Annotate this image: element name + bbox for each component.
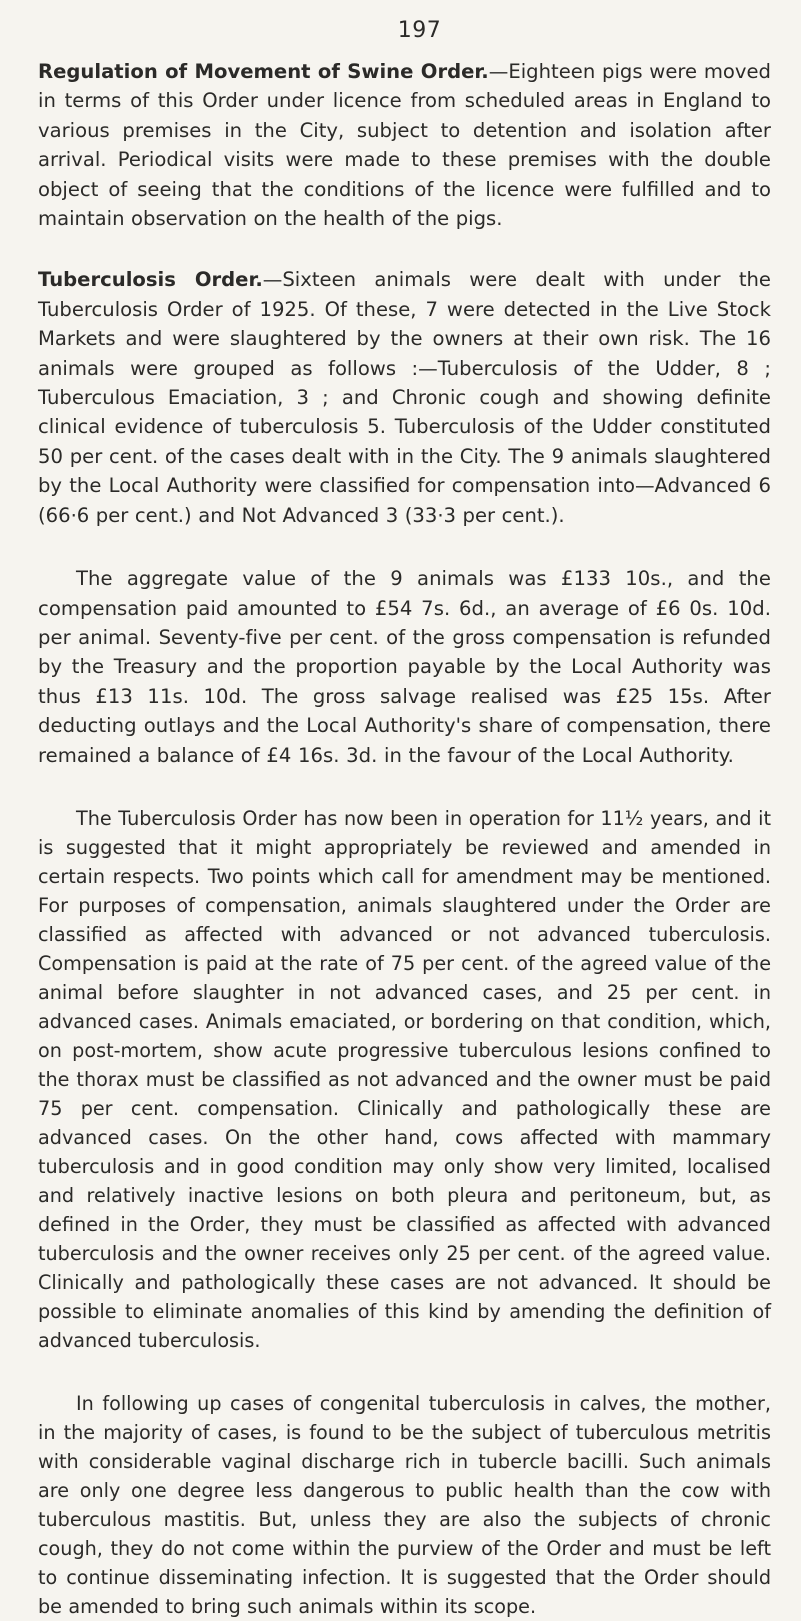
page-number: 197: [397, 18, 442, 43]
paragraph-heading: Tuberculosis Order.: [38, 268, 263, 292]
paragraph-text: The Tuberculosis Order has now been in operation for 11½ years, and it is suggested that it might appropriately be reviewed and amended in certain respects. Two points which call for amendment may be mentioned. For purposes of compensation, animals slaughtered under the Order are classified as affected with advanced or not advanced tuberculosis. Compensation is paid at the rate of 75 per cent. of the agreed value of the animal before slaughter in not advanced cases, and 25 per cent. in advanced cases. Animals emaciated, or bordering on that condition, which, on post-mortem, show acute progressive tuberculous lesions confined to the thorax must be classified as not advanced and the owner must be paid 75 per cent. compensation. Clinically and pathologically these are advanced cases. On the other hand, cows affected with mammary tuberculosis and in good condition may only show very limited, localised and relatively inactive lesions on both pleura and peritoneum, but, as defined in the Order, they must be classified as affected with advanced tuberculosis and the owner receives only 25 per cent. of the agreed value. Clinically and pathologically these cases are not advanced. It should be possible to eliminate anomalies of this kind by amending the definition of advanced tuberculosis.: [38, 806, 771, 1352]
paragraph-congenital-tuberculosis: [38, 1389, 771, 1621]
paragraph-text: —Eighteen pigs were moved in terms of this Order under licence from scheduled areas in England to various premises in the City, subject to detention and isolation after arrival. Periodical visits were made to these premises with the double object of seeing that the conditions of the licence were fulfilled and to maintain observation on the health of the pigs.: [38, 60, 771, 231]
paragraph-text: —Sixteen animals were dealt with under the Tuberculosis Order of 1925. Of these, 7 were detected in the Live Stock Markets and were slaughtered by the owners at their own risk. The 16 animals were grouped as follows :—Tuberculosis of the Udder, 8 ; Tuberculous Emaciation, 3 ; and Chronic cough and showing definite clinical evidence of tuberculosis 5. Tuberculosis of the Udder constituted 50 per cent. of the cases dealt with in the City. The 9 animals slaughtered by the Local Authority were classified for compensation into—Advanced 6 (66·6 per cent.) and Not Advanced 3 (33·3 per cent.).: [38, 268, 771, 527]
paragraph-swine-order: [38, 57, 771, 233]
paragraph-text: In following up cases of congenital tuberculosis in calves, the mother, in the majority of cases, is found to be the subject of tuberculous metritis with considerable vaginal discharge rich in tubercle bacilli. Such animals are only one degree less dangerous to public health than the cow with tuberculous mastitis. But, unless they are also the subjects of chronic cough, they do not come within the purview of the Order and must be left to continue disseminating infection. It is suggested that the Order should be amended to bring such animals within its scope.: [38, 1391, 771, 1618]
paragraph-heading: Regulation of Movement of Swine Order.: [38, 60, 489, 83]
paragraph-tuberculosis-order: [38, 265, 771, 530]
paragraph-order-review: [38, 804, 771, 1355]
paragraph-aggregate-value: [38, 564, 771, 770]
paragraph-text: The aggregate value of the 9 animals was £133 10s., and the compensation paid amounted to £54 7s. 6d., an average of £6 0s. 10d. per animal. Seventy-five per cent. of the gross compensation is refunded by the Treasury and the proportion payable by the Local Authority was thus £13 11s. 10d. The gross salvage realised was £25 15s. After deducting outlays and the Local Authority's share of compensation, there remained a balance of £4 16s. 3d. in the favour of the Local Authority.: [38, 567, 771, 767]
